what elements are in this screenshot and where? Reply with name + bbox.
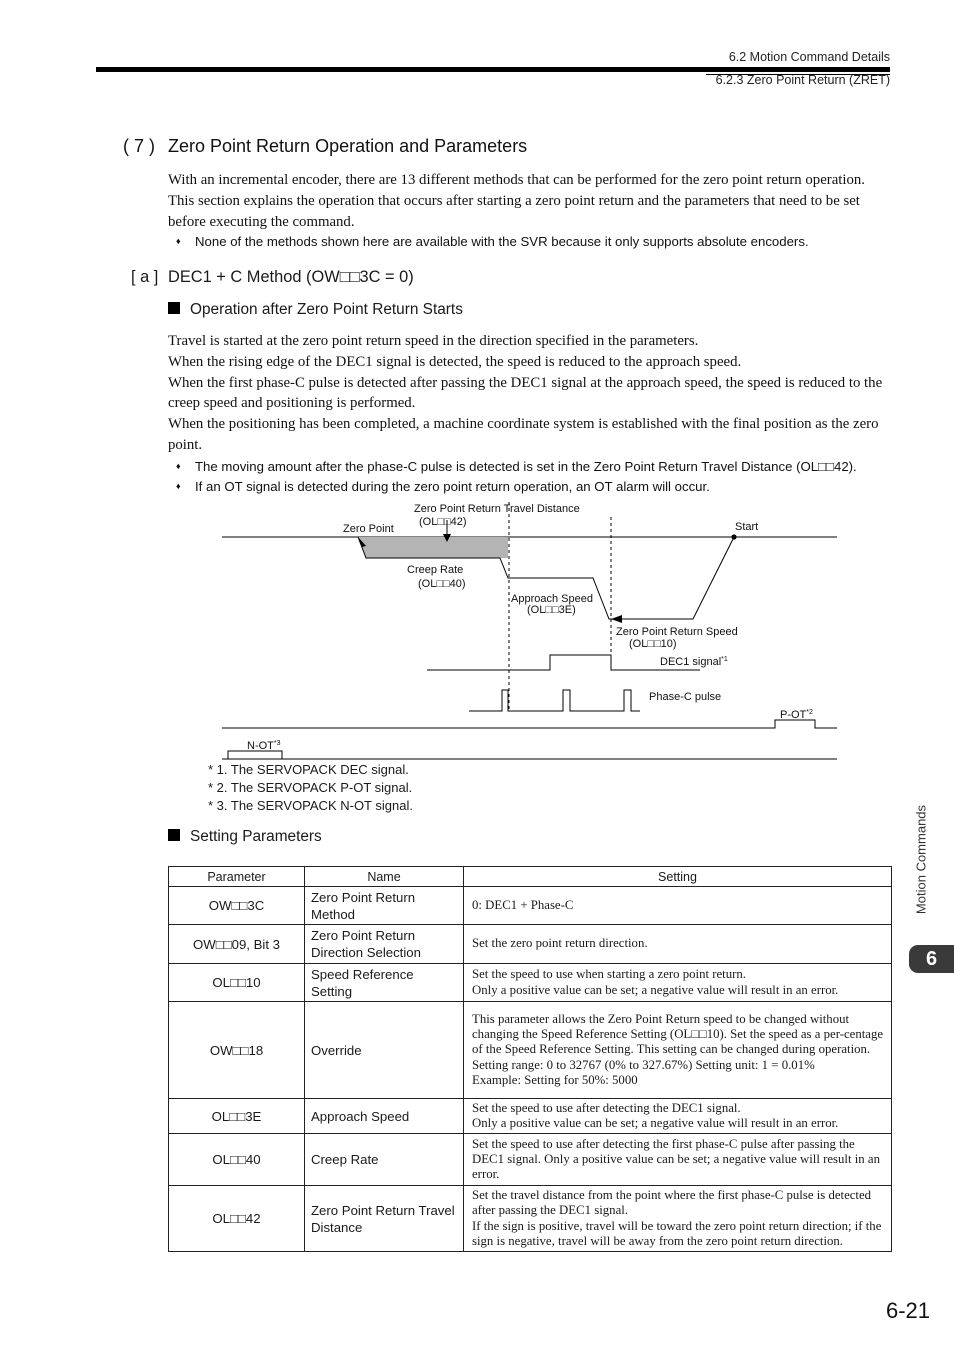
travel-distance-label: Zero Point Return Travel Distance (414, 503, 580, 515)
subsection-label: [ a ] (131, 268, 159, 286)
not-pulse (228, 751, 282, 759)
param-cell: OL□□3E (169, 1099, 305, 1134)
side-tab (911, 800, 931, 924)
footnote-3: * 3. The SERVOPACK N-OT signal. (208, 798, 413, 813)
column-header-parameter: Parameter (169, 867, 305, 887)
table-header-row (169, 867, 892, 887)
parameters-table (168, 866, 892, 1252)
running-header-section: 6.2 Motion Command Details (728, 50, 890, 64)
running-header-subsection: 6.2.3 Zero Point Return (ZRET) (715, 73, 890, 87)
table-row (169, 964, 892, 1002)
operation-bullet-1-text: The moving amount after the phase-C pulse is detected is set in the Zero Point Return Travel Distance (OL□□42). (195, 459, 857, 474)
name-cell: Zero Point Return Direction Selection (305, 925, 464, 964)
return-speed-label: Zero Point Return Speed (616, 626, 738, 638)
setting-cell: Set the speed to use when starting a zero point return. Only a positive value can be set; a negative value will result in an error. (464, 964, 892, 1002)
column-header-setting: Setting (464, 867, 892, 887)
approach-speed-register: (OL□□3E) (527, 604, 576, 616)
param-cell: OL□□42 (169, 1186, 305, 1252)
chapter-badge: 6 (909, 945, 954, 973)
pot-signal-trace (222, 720, 837, 728)
footnote-2: * 2. The SERVOPACK P-OT signal. (208, 780, 413, 795)
table-row (169, 887, 892, 925)
table-row (169, 1002, 892, 1099)
return-speed-register: (OL□□10) (629, 638, 677, 650)
table-row (169, 1186, 892, 1252)
operation-bullet-2-text: If an OT signal is detected during the zero point return operation, an OT alarm will occur. (195, 479, 710, 494)
operation-paragraph-2: When the rising edge of the DEC1 signal is detected, the speed is reduced to the approach speed. (168, 353, 742, 370)
operation-paragraph-4: When the positioning has been completed, a machine coordinate system is established with the final position as the zero point. (168, 416, 879, 453)
page-number: 6-21 (885, 1298, 930, 1323)
name-cell: Approach Speed (305, 1099, 464, 1134)
footnote-1: * 1. The SERVOPACK DEC signal. (208, 762, 409, 777)
operation-paragraph-3: When the first phase-C pulse is detected after passing the DEC1 signal at the approach speed, the speed is reduced to the creep speed and positioning is performed. (168, 374, 883, 412)
section-number: ( 7 ) (123, 136, 156, 156)
table-row (169, 925, 892, 964)
param-cell: OL□□40 (169, 1134, 305, 1186)
settings-heading (168, 828, 322, 846)
column-header-name: Name (305, 867, 464, 887)
bullet-icon: ♦ (176, 461, 181, 471)
creep-rate-register: (OL□□40) (418, 578, 466, 590)
settings-heading-text: Setting Parameters (190, 828, 322, 845)
name-cell: Zero Point Return Method (305, 887, 464, 925)
side-tab-label: Motion Commands (913, 804, 929, 915)
param-cell: OW□□09, Bit 3 (169, 925, 305, 964)
bullet-icon: ♦ (176, 481, 181, 491)
start-point-marker (731, 534, 736, 539)
name-cell: Zero Point Return Travel Distance (305, 1186, 464, 1252)
operation-paragraph-1: Travel is started at the zero point return speed in the direction specified in the parameters. (168, 333, 699, 349)
table-row (169, 1134, 892, 1186)
pot-label: P-OT$^{*2}$ (780, 709, 813, 721)
subsection-title: DEC1 + C Method (OW□□3C = 0) (168, 268, 414, 286)
square-bullet-icon (168, 829, 180, 841)
travel-distance-register: (OL□□42) (419, 516, 467, 528)
section-title: Zero Point Return Operation and Parameters (168, 136, 528, 156)
dec1-signal-label: DEC1 signal$^{*1}$ (660, 656, 728, 668)
table-row (169, 1099, 892, 1134)
not-label: N-OT$^{*3}$ (247, 740, 281, 752)
start-label: Start (735, 521, 759, 533)
param-cell: OL□□10 (169, 964, 305, 1002)
name-cell: Creep Rate (305, 1134, 464, 1186)
setting-cell: Set the zero point return direction. (464, 925, 892, 964)
setting-cell: Set the travel distance from the point where the first phase-C pulse is detected after passing the DEC1 signal. If the sign is positive, travel will be toward the zero point return direction; if the sign is negative, travel will be away from the zero point return direction. (464, 1186, 892, 1252)
setting-cell: Set the speed to use after detecting the DEC1 signal. Only a positive value can be set; a negative value will result in an error. (464, 1099, 892, 1134)
operation-heading-text: Operation after Zero Point Return Starts (190, 301, 463, 318)
intro-bullet-text: None of the methods shown here are available with the SVR because it only supports absolute encoders. (195, 234, 809, 249)
travel-distance-region (358, 537, 508, 558)
phase-c-pulse-label: Phase-C pulse (649, 691, 722, 703)
bullet-icon: ♦ (176, 236, 181, 246)
phase-c-pulse-trace (469, 690, 640, 711)
setting-cell: 0: DEC1 + Phase-C (464, 887, 892, 925)
param-cell: OW□□3C (169, 887, 305, 925)
setting-cell: This parameter allows the Zero Point Return speed to be changed without changing the Speed Reference Setting (OL□□10). Set the speed as a per-centage of the Speed Reference Setting. This setting can be changed during operation. Setting range: 0 to 32767 (0% to 327.67%) Setting unit: 1 = 0.01% Example: Setting for 50%: 5000 (464, 1002, 892, 1099)
name-cell: Speed Reference Setting (305, 964, 464, 1002)
setting-cell: Set the speed to use after detecting the first phase-C pulse after passing the DEC1 signal. Only a positive value can be set; a negative value will result in an error. (464, 1134, 892, 1186)
creep-rate-label: Creep Rate (407, 564, 464, 576)
return-speed-arrow-icon (611, 615, 622, 623)
name-cell: Override (305, 1002, 464, 1099)
zero-point-label: Zero Point (343, 523, 394, 535)
approach-speed-label: Approach Speed (511, 593, 593, 605)
param-cell: OW□□18 (169, 1002, 305, 1099)
intro-text: With an incremental encoder, there are 13 different methods that can be performed for the zero point return operation. This section explains the operation that occurs after starting a zero point return and the parameters that need to be set before executing the command. (168, 172, 865, 230)
